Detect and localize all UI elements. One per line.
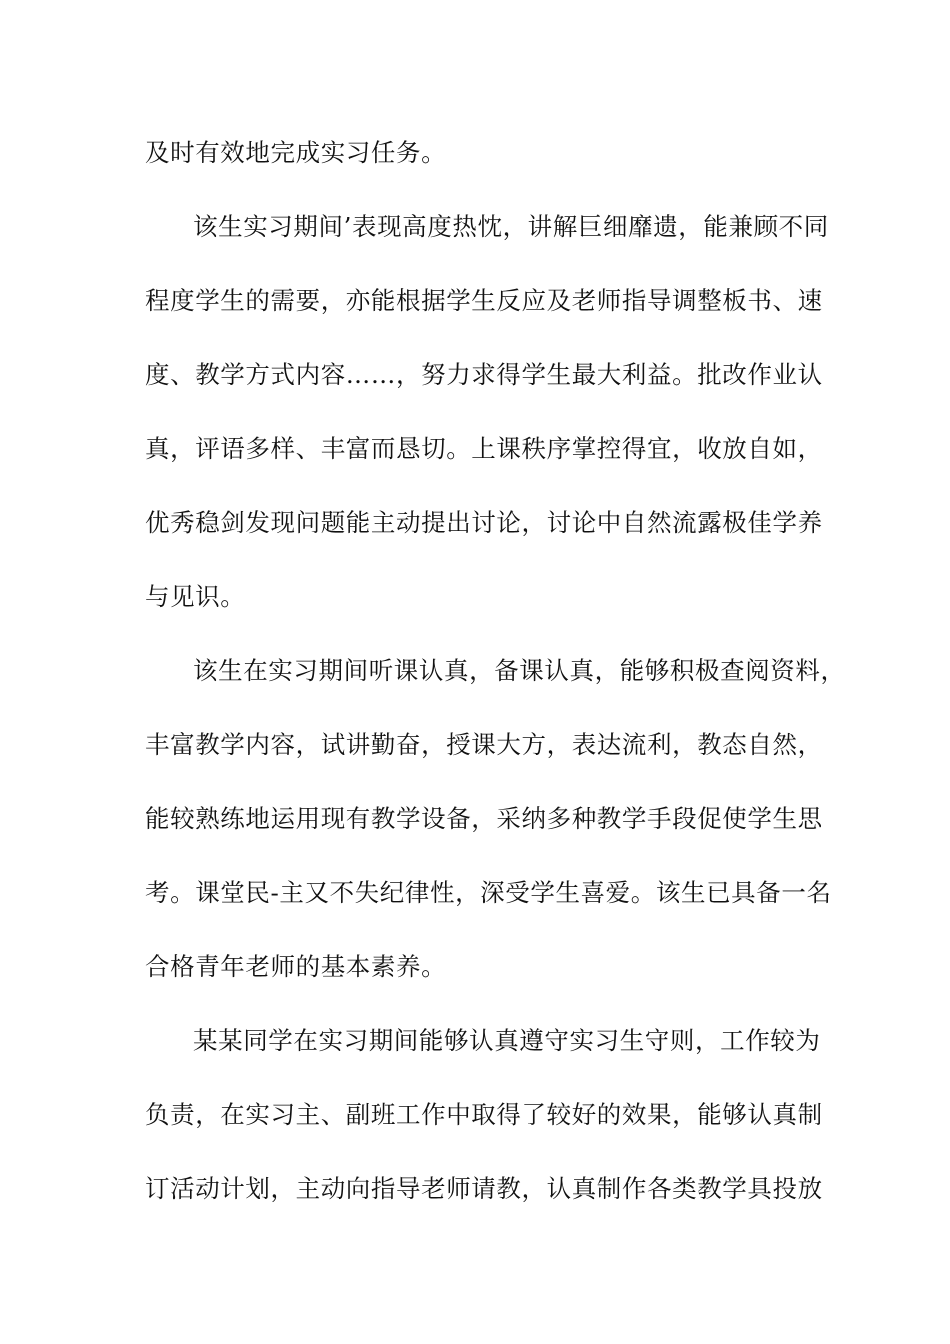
text-line: 丰富教学内容，试讲勤奋，授课大方，表达流利，教态自然， xyxy=(145,730,823,759)
text-line: 合格青年老师的基本素养。 xyxy=(145,952,447,981)
text-line: 考。课堂民-主又不失纪律性，深受学生喜爱。该生已具备一名 xyxy=(145,878,832,907)
text-line: 与见识。 xyxy=(145,582,246,611)
text-line: 程度学生的需要，亦能根据学生反应及老师指导调整板书、速 xyxy=(145,286,823,315)
text-line: 真，评语多样、丰富而恳切。上课秩序掌控得宜，收放自如， xyxy=(145,434,823,463)
paragraph-start-line: 该生在实习期间听课认真，备课认真，能够积极查阅资料， xyxy=(193,656,846,685)
text-line: 能较熟练地运用现有教学设备，采纳多种教学手段促使学生思 xyxy=(145,804,823,833)
text-line: 及时有效地完成实习任务。 xyxy=(145,138,447,167)
text-line: 订活动计划，主动向指导老师请教，认真制作各类教学具投放 xyxy=(145,1174,823,1203)
paragraph-start-line: 该生实习期间’表现高度热忱，讲解巨细靡遗，能兼顾不同 xyxy=(193,212,829,241)
text-line: 度、教学方式内容……，努力求得学生最大利益。批改作业认 xyxy=(145,360,823,389)
paragraph-start-line: 某某同学在实习期间能够认真遵守实习生守则，工作较为 xyxy=(193,1026,821,1055)
text-line: 负责，在实习主、副班工作中取得了较好的效果，能够认真制 xyxy=(145,1100,823,1129)
text-line: 优秀稳剑发现问题能主动提出讨论，讨论中自然流露极佳学养 xyxy=(145,508,823,537)
